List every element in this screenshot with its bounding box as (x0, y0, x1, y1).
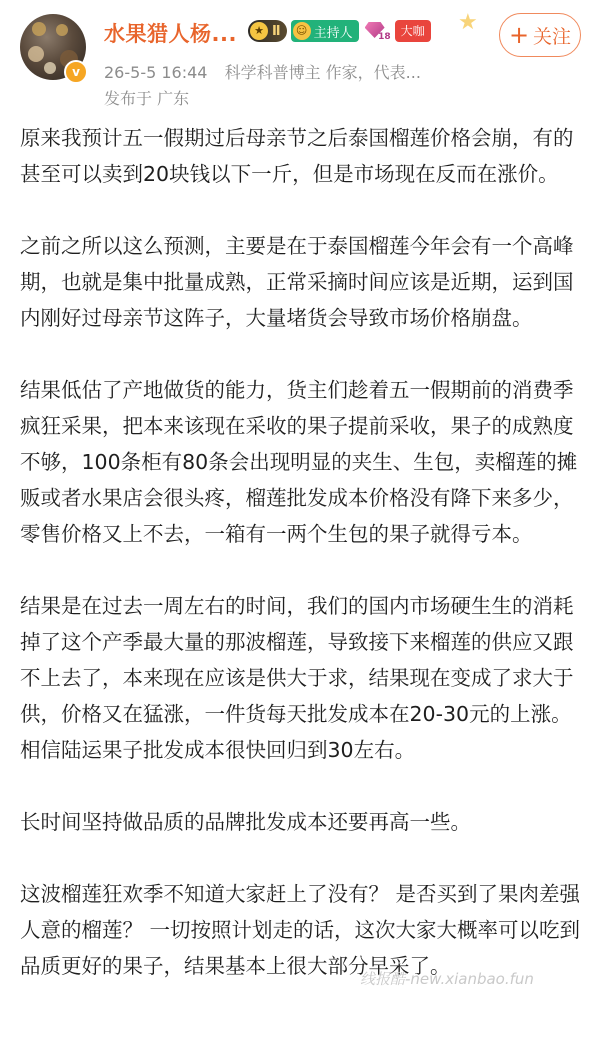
host-icon: ☺ (293, 22, 311, 40)
post-paragraph: 原来我预计五一假期过后母亲节之后泰国榴莲价格会崩，有的甚至可以卖到20块钱以下一斤，但是市场现在反而在涨价。 (20, 126, 574, 186)
host-badge[interactable] (291, 20, 359, 42)
plus-icon: + (508, 21, 530, 49)
gem-badge[interactable] (363, 20, 391, 42)
post-body (20, 120, 584, 1020)
follow-button-label: 关注 (533, 25, 572, 48)
host-badge-label: 主持人 (313, 25, 353, 41)
level-badge[interactable] (248, 20, 287, 42)
author-badges (248, 20, 431, 42)
post-location: 发布于 广东 (104, 89, 190, 108)
author-name[interactable]: 水果猎人杨... (104, 22, 237, 46)
star-decoration-icon: ★ (458, 10, 478, 35)
watermark-text: 线报酷-new.xianbao.fun (360, 970, 534, 988)
post-paragraph: 长时间坚持做品质的品牌批发成本还要再高一些。 (20, 810, 471, 834)
level-badge-label: Ⅱ (272, 23, 281, 39)
verified-badge-icon: v (64, 60, 88, 84)
post-header (0, 0, 600, 118)
author-description: 科学科普博主 作家，代表... (224, 63, 421, 82)
post-paragraph: 结果是在过去一周左右的时间，我们的国内市场硬生生的消耗掉了这个产季最大量的那波榴莲，导致接下来榴莲的供应又跟不上去了，本来现在应该是供大于求，结果现在变成了求大于供，价格又在猛涨，一件货每天批发成本在20-30元的上涨。相信陆运果子批发成本很快回归到30左右。 (20, 594, 574, 762)
gem-badge-number: 18 (378, 32, 391, 42)
post-paragraph: 结果低估了产地做货的能力，货主们趁着五一假期前的消费季疯狂采果，把本来该现在采收的果子提前采收，果子的成熟度不够，100条柜有80条会出现明显的夹生、生包，卖榴莲的摊贩或者水果店会很头疼，榴莲批发成本价格没有降下来多少，零售价格又上不去，一箱有一两个生包的果子就得亏本。 (20, 378, 578, 546)
post-paragraph: 这波榴莲狂欢季不知道大家赶上了没有？ 是否买到了果肉差强人意的榴莲？ 一切按照计划走的话，这次大家大概率可以吃到品质更好的果子，结果基本上很大部分早采了。 (20, 882, 581, 978)
crown-icon: ★ (250, 22, 268, 40)
post-timestamp: 26-5-5 16:44 (104, 63, 208, 82)
follow-button[interactable] (499, 13, 581, 57)
coffee-badge[interactable]: 大咖 (395, 20, 431, 42)
post-paragraph: 之前之所以这么预测，主要是在于泰国榴莲今年会有一个高峰期，也就是集中批量成熟，正常采摘时间应该是近期，运到国内刚好过母亲节这阵子，大量堵货会导致市场价格崩盘。 (20, 234, 574, 330)
post-meta (104, 60, 484, 83)
